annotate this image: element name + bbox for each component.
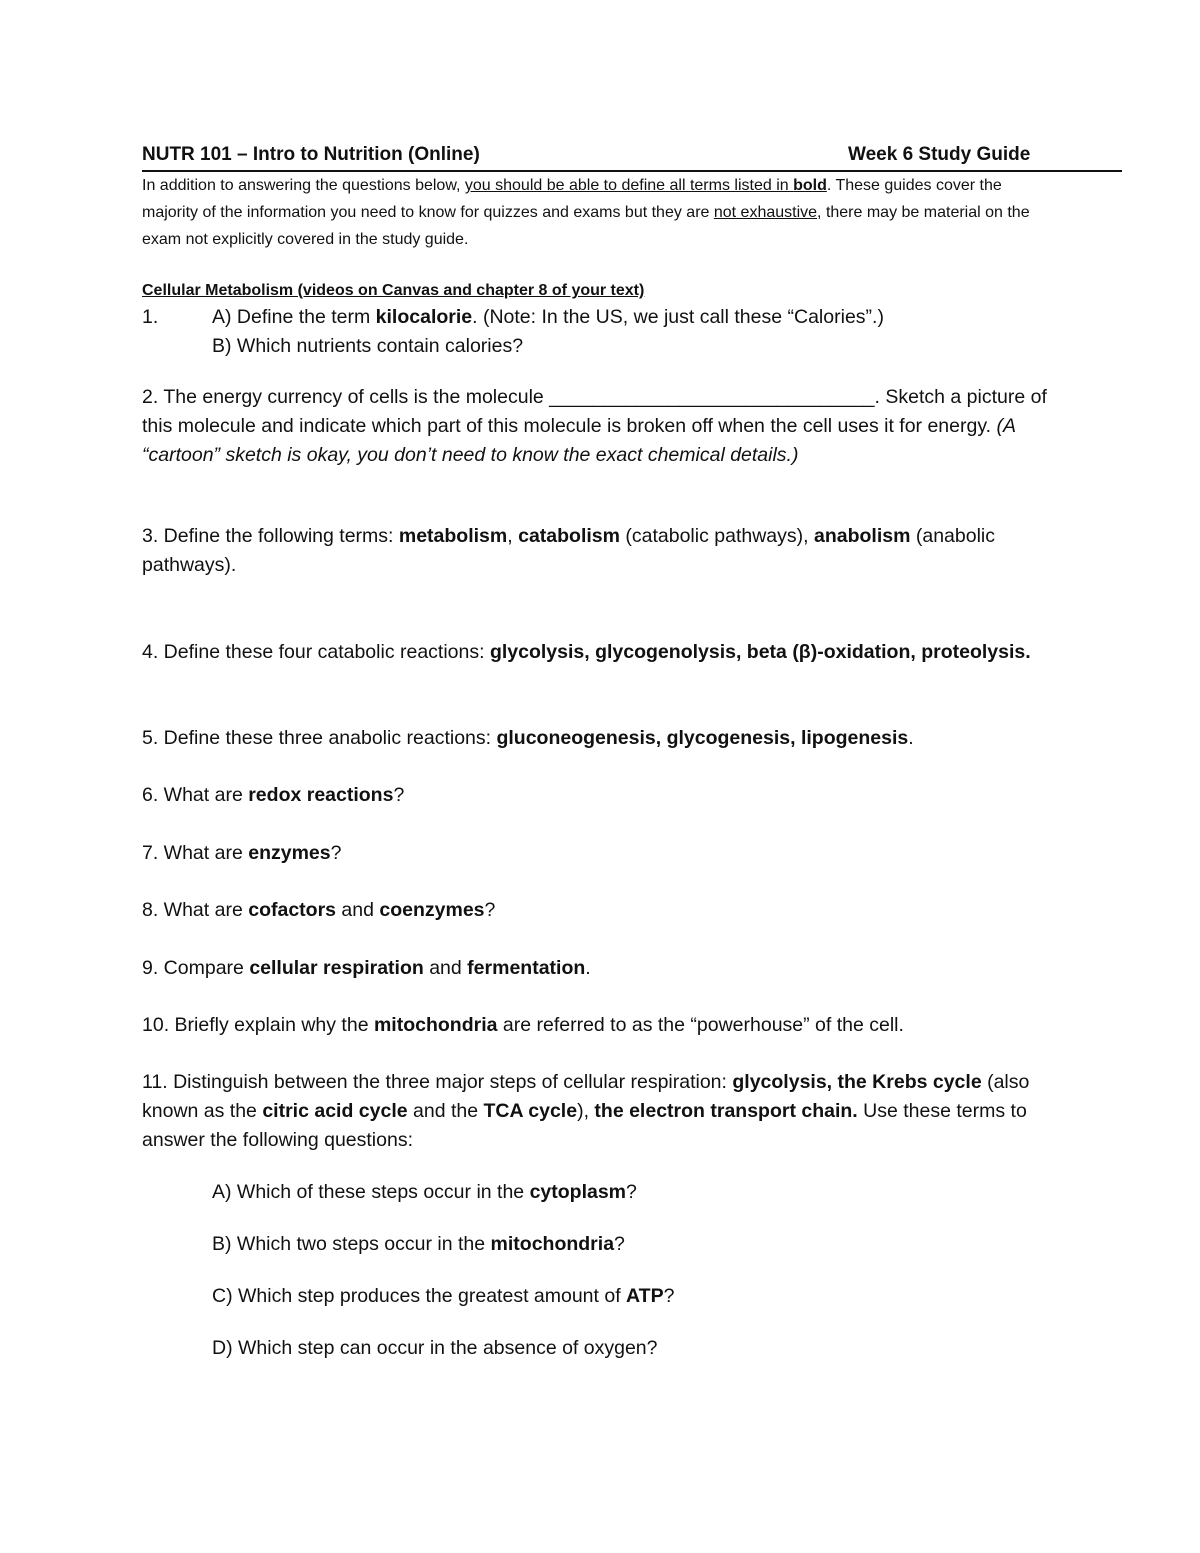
question-note: (A “cartoon” sketch is okay, you don’t need to know the exact chemical details.)	[142, 415, 1016, 466]
term: glycolysis, the Krebs cycle	[732, 1071, 982, 1093]
question-10	[142, 1011, 1057, 1040]
question-6	[142, 781, 1057, 810]
intro-text: , there may be material on the exam not explicitly covered in the study guide.	[142, 204, 1030, 248]
question-text: 5. Define these three anabolic reactions:	[142, 727, 497, 749]
question-text: 9. Compare	[142, 957, 250, 979]
term: metabolism	[398, 525, 508, 547]
intro-not-exhaustive: not exhaustive	[713, 204, 818, 221]
term: citric acid cycle	[262, 1100, 408, 1122]
term: anabolism	[813, 525, 911, 547]
question-text: B) Which two steps occur in the	[212, 1233, 491, 1255]
term: the electron transport chain.	[594, 1100, 858, 1122]
question-number: 1.	[142, 306, 159, 328]
question-text: . (Note: In the US, we just call these “Calories”.)	[472, 306, 884, 328]
question-text: and	[336, 899, 380, 921]
term: catabolism	[518, 525, 620, 547]
question-11	[142, 1068, 1057, 1155]
question-text: ?	[626, 1181, 637, 1203]
question-text: and the	[407, 1100, 484, 1122]
term: glycolysis, glycogenolysis, beta (β)-oxidation, proteolysis.	[489, 641, 1031, 663]
question-text: 2. The energy currency of cells is the molecule ______________________________. Sketch a picture of this molecule and indicate which part of this molecule is broken off when the cell uses it for energy.	[142, 386, 1047, 437]
question-text: 6. What are	[142, 784, 249, 806]
term: TCA cycle	[483, 1100, 578, 1122]
question-7	[142, 839, 1057, 868]
term: kilocalorie	[375, 306, 473, 328]
question-text: ?	[614, 1233, 625, 1255]
question-1a	[142, 303, 1057, 332]
question-1b: B) Which nutrients contain calories?	[212, 335, 524, 357]
intro-text: . These guides cover the majority of the information you need to know for quizzes and exams but they are	[142, 177, 1002, 221]
question-text: ?	[330, 842, 342, 864]
question-4	[142, 638, 1057, 667]
question-2	[142, 383, 1057, 470]
intro-bold: bold	[793, 177, 827, 194]
question-text: ,	[507, 525, 519, 547]
question-11a	[212, 1178, 637, 1207]
question-text: 3. Define the following terms:	[142, 525, 399, 547]
question-text: 11. Distinguish between the three major steps of cellular respiration:	[142, 1071, 733, 1093]
question-11c	[212, 1282, 674, 1311]
question-text: (anabolic pathways).	[142, 525, 995, 576]
question-text: A) Which of these steps occur in the	[212, 1181, 530, 1203]
term: mitochondria	[373, 1014, 498, 1036]
question-text: .	[585, 957, 591, 979]
term: ATP	[626, 1285, 664, 1307]
question-9	[142, 954, 1057, 983]
intro-text: In addition to answering the questions below,	[142, 177, 465, 194]
intro-underlined: you should be able to define all terms listed in	[464, 177, 794, 194]
page-header	[142, 144, 1122, 172]
term: cofactors	[248, 899, 336, 921]
term: redox reactions	[248, 784, 394, 806]
question-text: Use these terms to answer the following questions:	[142, 1100, 1027, 1151]
question-text: C) Which step produces the greatest amount of	[212, 1285, 627, 1307]
term: enzymes	[248, 842, 331, 864]
term: mitochondria	[490, 1233, 615, 1255]
question-text: ),	[577, 1100, 595, 1122]
term: gluconeogenesis, glycogenesis, lipogenesis	[496, 727, 909, 749]
question-text: ?	[484, 899, 496, 921]
term: cellular respiration	[249, 957, 424, 979]
question-text: (catabolic pathways),	[619, 525, 814, 547]
question-8	[142, 896, 1057, 925]
intro-paragraph	[142, 172, 1062, 253]
term: coenzymes	[379, 899, 485, 921]
question-text: 7. What are	[142, 842, 249, 864]
question-text: ?	[393, 784, 405, 806]
question-text: 8. What are	[142, 899, 249, 921]
question-text: ?	[663, 1285, 675, 1307]
question-text: .	[908, 727, 914, 749]
question-3	[142, 522, 1057, 580]
course-title: NUTR 101 – Intro to Nutrition (Online)	[142, 144, 480, 165]
term: cytoplasm	[529, 1181, 627, 1203]
section-title: Cellular Metabolism (videos on Canvas and chapter 8 of your text)	[142, 282, 645, 299]
question-text: (also known as the	[142, 1071, 1030, 1122]
term: fermentation	[467, 957, 586, 979]
question-text: 10. Briefly explain why the	[142, 1014, 374, 1036]
question-text: are referred to as the “powerhouse” of the cell.	[497, 1014, 904, 1036]
question-text: and	[423, 957, 468, 979]
question-text: A) Define the term	[212, 306, 376, 328]
question-text: 4. Define these four catabolic reactions:	[142, 641, 490, 663]
question-11b	[212, 1230, 625, 1259]
guide-title: Week 6 Study Guide	[848, 144, 1031, 165]
question-11d: D) Which step can occur in the absence of oxygen?	[212, 1337, 658, 1359]
question-5	[142, 724, 1057, 753]
